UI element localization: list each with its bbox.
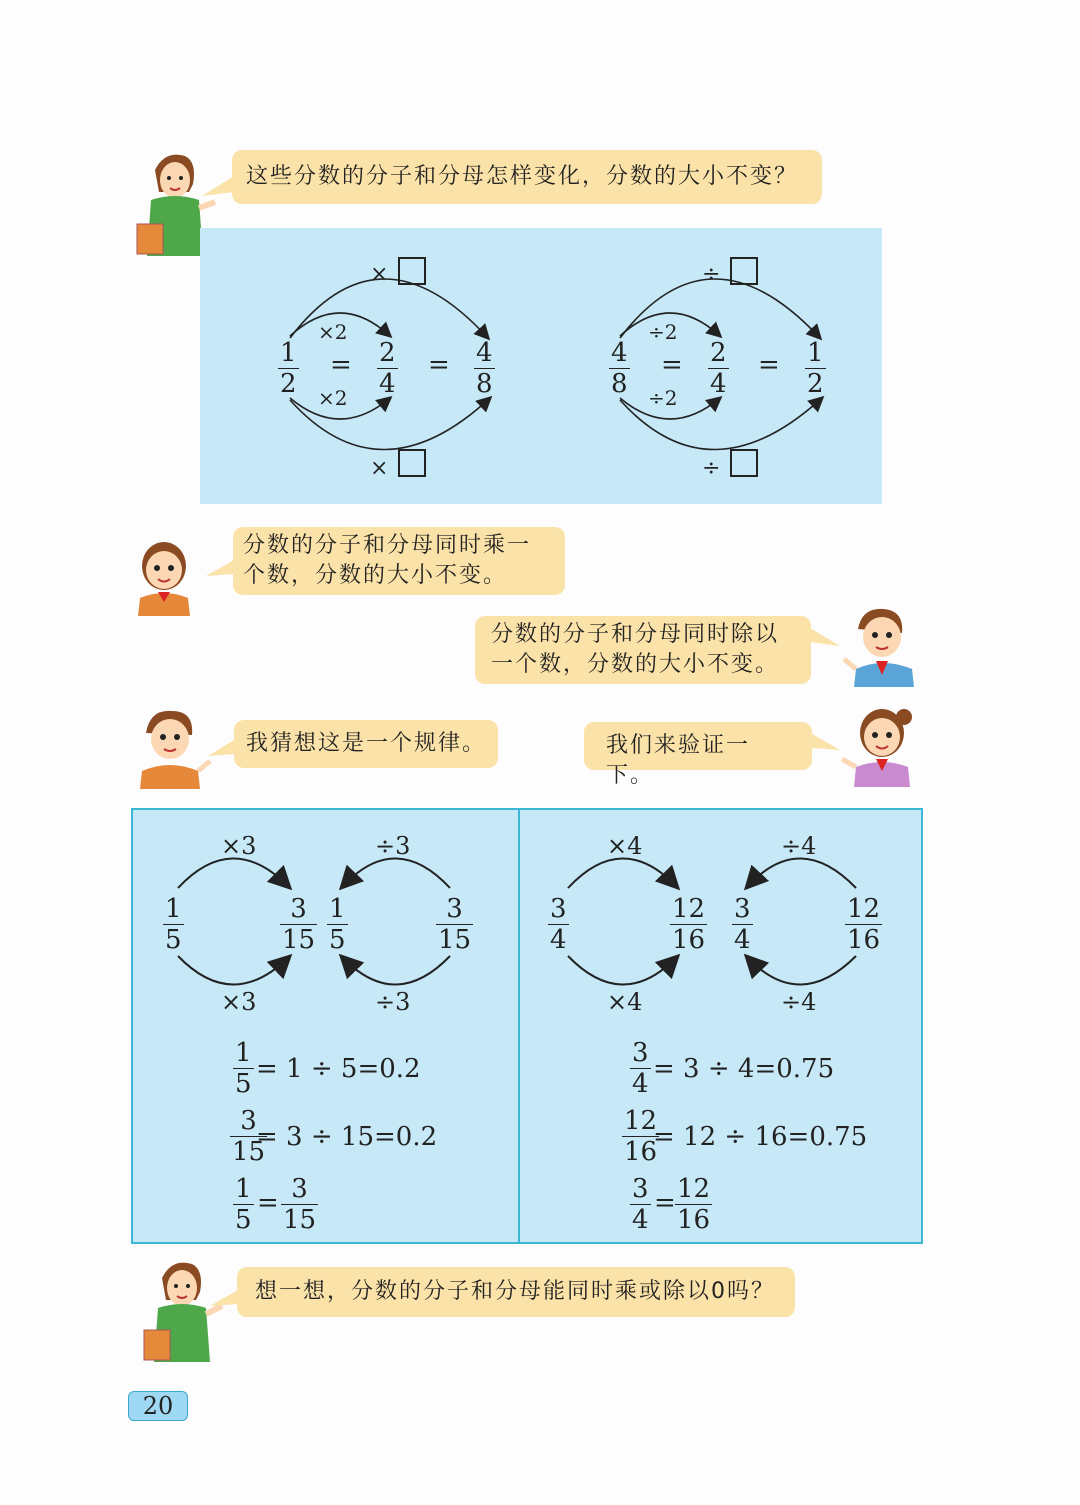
fraction: 4 8 (476, 338, 493, 399)
inner-op-label: ×2 (318, 320, 348, 344)
inner-op-label: ÷2 (648, 320, 678, 344)
fraction: 1 5 (329, 894, 346, 955)
inner-op-label: ÷2 (648, 386, 678, 410)
op-label: ×4 (607, 832, 643, 860)
fraction: 3 15 (232, 1106, 266, 1167)
inner-op-label: ×2 (318, 386, 348, 410)
equation-text: = 3 ÷ 15=0.2 (256, 1122, 438, 1152)
equals-sign: = (428, 350, 450, 380)
fraction: 2 4 (379, 338, 396, 399)
fraction: 4 8 (611, 338, 628, 399)
fraction: 3 15 (438, 894, 472, 955)
equals-sign: = (330, 350, 352, 380)
fraction: 1 5 (235, 1174, 252, 1235)
bubble-text-line2: 一个数，分数的大小不变。 (491, 652, 780, 677)
equation-text: = 1 ÷ 5=0.2 (256, 1054, 421, 1084)
op-label: ÷4 (781, 832, 817, 860)
op-label: ×4 (607, 988, 643, 1016)
fraction: 12 16 (624, 1106, 658, 1167)
bubble-text: 我们来验证一下。 (606, 733, 751, 788)
equals-sign: = (654, 1188, 676, 1218)
bubble-text-line2: 个数，分数的大小不变。 (243, 563, 508, 588)
bubble-text: 我猜想这是一个规律。 (246, 731, 487, 756)
fraction: 3 4 (734, 894, 751, 955)
fraction: 3 4 (550, 894, 567, 955)
fraction: 3 15 (283, 1174, 317, 1235)
fraction: 1 5 (165, 894, 182, 955)
fraction: 1 2 (807, 338, 824, 399)
fraction: 2 4 (710, 338, 727, 399)
fraction: 3 4 (632, 1174, 649, 1235)
fraction: 3 4 (632, 1038, 649, 1099)
fraction: 12 16 (677, 1174, 711, 1235)
divide-sign: ÷ (702, 456, 721, 481)
bubble-text: 想一想，分数的分子和分母能同时乘或除以0吗？ (255, 1279, 775, 1304)
op-label: ×3 (221, 988, 257, 1016)
page-number: 20 (128, 1391, 188, 1421)
fraction: 1 5 (235, 1038, 252, 1099)
equals-sign: = (758, 350, 780, 380)
fraction: 1 2 (280, 338, 297, 399)
equation-text: = 3 ÷ 4=0.75 (653, 1054, 835, 1084)
multiply-sign: × (370, 456, 389, 481)
fraction: 12 16 (847, 894, 881, 955)
fraction: 12 16 (672, 894, 706, 955)
multiply-sign: × (370, 262, 389, 287)
equals-sign: = (661, 350, 683, 380)
bubble-text-line1: 分数的分子和分母同时乘一 (243, 533, 532, 558)
divide-sign: ÷ (702, 262, 721, 287)
op-label: ÷3 (375, 988, 411, 1016)
equation-text: = 12 ÷ 16=0.75 (653, 1122, 868, 1152)
op-label: ×3 (221, 832, 257, 860)
bubble-text-line1: 分数的分子和分母同时除以 (491, 622, 780, 647)
bubble-text: 这些分数的分子和分母怎样变化，分数的大小不变？ (246, 164, 799, 189)
fraction: 3 15 (282, 894, 316, 955)
op-label: ÷3 (375, 832, 411, 860)
equals-sign: = (257, 1188, 279, 1218)
op-label: ÷4 (781, 988, 817, 1016)
